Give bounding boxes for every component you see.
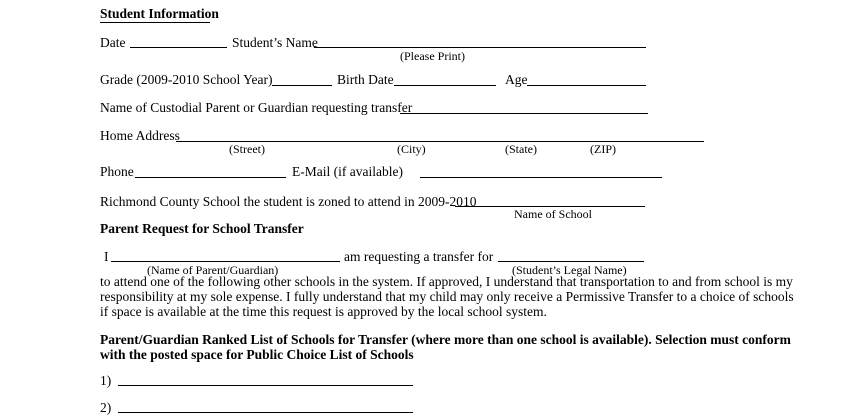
parent-name-caption: (Name of Parent/Guardian) [147, 263, 279, 277]
request-i-text: I [104, 249, 109, 264]
age-field[interactable] [527, 85, 646, 86]
date-label: Date [100, 35, 126, 50]
birth-date-field[interactable] [394, 85, 496, 86]
name-of-school-caption: Name of School [514, 207, 592, 221]
ranked-school-2-field[interactable] [118, 412, 413, 413]
ranked-item-1-number: 1) [100, 373, 112, 388]
custodial-parent-field[interactable] [400, 113, 648, 114]
student-name-label: Student’s Name [232, 35, 318, 50]
grade-field[interactable] [272, 85, 332, 86]
parent-name-field[interactable] [111, 261, 340, 262]
city-caption: (City) [397, 142, 426, 156]
street-caption: (Street) [229, 142, 265, 156]
birth-date-label: Birth Date [337, 72, 394, 87]
student-legal-name-field[interactable] [498, 261, 644, 262]
student-legal-name-caption: (Student’s Legal Name) [512, 263, 627, 277]
zip-caption: (ZIP) [590, 142, 616, 156]
ranked-list-heading [100, 332, 791, 363]
grade-label: Grade (2009-2010 School Year) [100, 72, 273, 87]
ranked-school-1-field[interactable] [118, 385, 413, 386]
student-name-field[interactable] [314, 47, 646, 48]
ranked-heading-line: with the posted space for Public Choice List of Schools [100, 346, 414, 362]
student-information-heading: Student Information [100, 6, 219, 21]
custodial-parent-label: Name of Custodial Parent or Guardian requesting transfer [100, 100, 413, 115]
state-caption: (State) [505, 142, 537, 156]
phone-label: Phone [100, 164, 134, 179]
home-address-label: Home Address [100, 128, 180, 143]
date-field[interactable] [130, 47, 227, 48]
paragraph-line: responsibility at my sole expense. I fully understand that my child may only receive a Permissive Transfer to a choice of schools [100, 288, 794, 304]
paragraph-line: to attend one of the following other schools in the system. If approved, I understand that transportation to and from school is my [100, 274, 793, 289]
please-print-caption: (Please Print) [400, 49, 465, 63]
parent-request-heading: Parent Request for School Transfer [100, 221, 304, 236]
heading-underline [100, 22, 210, 23]
email-label: E-Mail (if available) [292, 164, 403, 179]
phone-field[interactable] [135, 177, 286, 178]
transfer-agreement-paragraph [100, 274, 794, 319]
paragraph-line: if space is available at the time this request is approved by the local school system. [100, 303, 547, 319]
age-label: Age [505, 72, 528, 87]
requesting-transfer-text: am requesting a transfer for [344, 249, 494, 264]
ranked-item-2-number: 2) [100, 400, 112, 415]
zoned-school-label: Richmond County School the student is zoned to attend in 2009-2010 [100, 194, 477, 209]
ranked-heading-line: Parent/Guardian Ranked List of Schools for Transfer (where more than one school is available). Selection must conform [100, 332, 791, 347]
email-field[interactable] [420, 177, 662, 178]
